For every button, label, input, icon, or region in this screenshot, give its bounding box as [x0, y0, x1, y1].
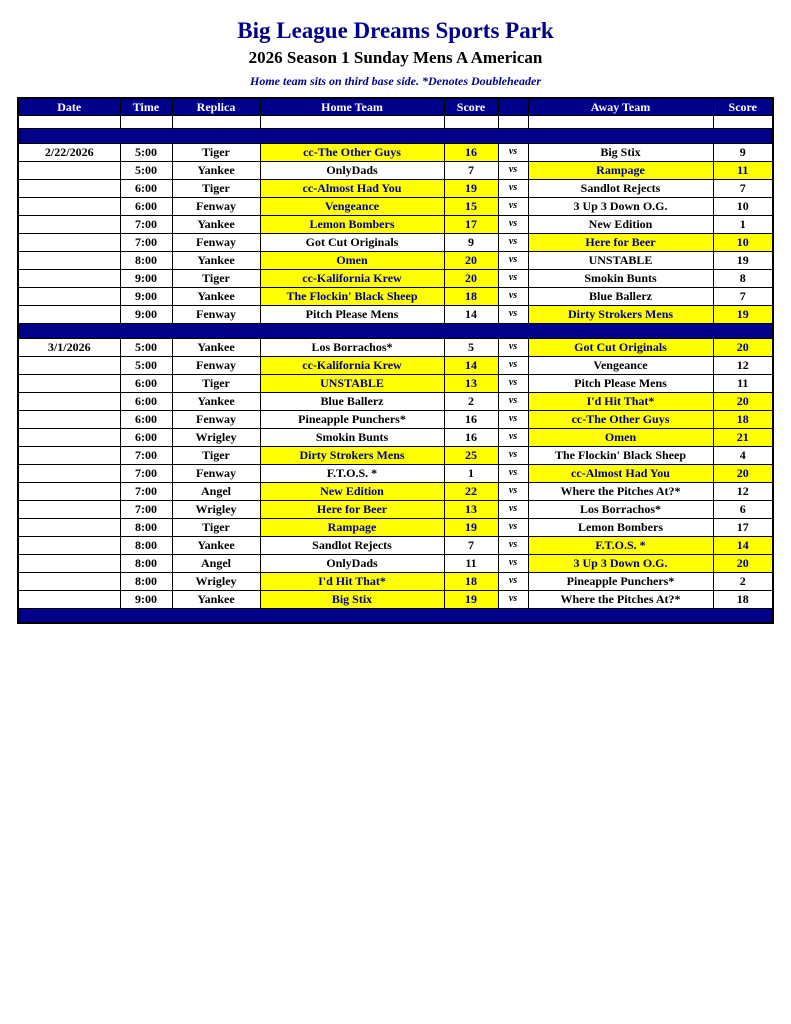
- date-cell: [18, 410, 120, 428]
- replica-cell: Angel: [172, 482, 260, 500]
- home-score-cell: 18: [444, 287, 498, 305]
- home-score-cell: 25: [444, 446, 498, 464]
- time-cell: 5:00: [120, 161, 172, 179]
- home-team-cell: Pitch Please Mens: [260, 305, 444, 323]
- vs-cell: vs: [498, 410, 528, 428]
- away-score-cell: 11: [713, 374, 773, 392]
- header-row: [18, 98, 773, 115]
- home-team-cell: cc-The Other Guys: [260, 143, 444, 161]
- date-cell: [18, 500, 120, 518]
- vs-cell: vs: [498, 197, 528, 215]
- time-cell: 6:00: [120, 410, 172, 428]
- home-team-cell: Los Borrachos*: [260, 338, 444, 356]
- date-cell: [18, 428, 120, 446]
- home-team-cell: Got Cut Originals: [260, 233, 444, 251]
- time-cell: 5:00: [120, 143, 172, 161]
- away-team-cell: Los Borrachos*: [528, 500, 713, 518]
- game-row: [18, 197, 773, 215]
- away-team-cell: Here for Beer: [528, 233, 713, 251]
- time-cell: 8:00: [120, 572, 172, 590]
- away-team-cell: 3 Up 3 Down O.G.: [528, 197, 713, 215]
- time-cell: 7:00: [120, 233, 172, 251]
- home-team-cell: cc-Kalifornia Krew: [260, 269, 444, 287]
- date-cell: [18, 251, 120, 269]
- home-score-cell: 20: [444, 251, 498, 269]
- away-team-cell: New Edition: [528, 215, 713, 233]
- away-score-cell: 21: [713, 428, 773, 446]
- away-score-cell: 10: [713, 233, 773, 251]
- away-team-cell: Rampage: [528, 161, 713, 179]
- away-team-cell: Dirty Strokers Mens: [528, 305, 713, 323]
- away-score-cell: 14: [713, 536, 773, 554]
- date-cell: [18, 269, 120, 287]
- game-row: [18, 428, 773, 446]
- away-score-cell: 19: [713, 251, 773, 269]
- home-team-cell: F.T.O.S. *: [260, 464, 444, 482]
- game-row: [18, 269, 773, 287]
- home-score-cell: 16: [444, 428, 498, 446]
- game-row: [18, 410, 773, 428]
- time-cell: 9:00: [120, 269, 172, 287]
- replica-cell: Yankee: [172, 215, 260, 233]
- away-team-cell: Pitch Please Mens: [528, 374, 713, 392]
- header-away-score: Score: [713, 98, 773, 115]
- game-row: [18, 356, 773, 374]
- date-cell: 2/22/2026: [18, 143, 120, 161]
- date-cell: [18, 305, 120, 323]
- replica-cell: Wrigley: [172, 428, 260, 446]
- date-cell: [18, 554, 120, 572]
- time-cell: 9:00: [120, 287, 172, 305]
- vs-cell: vs: [498, 143, 528, 161]
- blank-cell: [172, 115, 260, 128]
- separator-row: [18, 128, 773, 143]
- home-team-cell: I'd Hit That*: [260, 572, 444, 590]
- date-cell: 3/1/2026: [18, 338, 120, 356]
- away-score-cell: 12: [713, 356, 773, 374]
- schedule-table: [17, 97, 774, 624]
- away-team-cell: Smokin Bunts: [528, 269, 713, 287]
- home-score-cell: 15: [444, 197, 498, 215]
- away-score-cell: 18: [713, 410, 773, 428]
- game-row: [18, 392, 773, 410]
- away-score-cell: 6: [713, 500, 773, 518]
- away-score-cell: 8: [713, 269, 773, 287]
- date-cell: [18, 287, 120, 305]
- replica-cell: Tiger: [172, 446, 260, 464]
- time-cell: 7:00: [120, 215, 172, 233]
- date-cell: [18, 197, 120, 215]
- blank-cell: [498, 115, 528, 128]
- date-cell: [18, 590, 120, 608]
- home-team-cell: New Edition: [260, 482, 444, 500]
- vs-cell: vs: [498, 482, 528, 500]
- replica-cell: Tiger: [172, 518, 260, 536]
- date-cell: [18, 518, 120, 536]
- time-cell: 5:00: [120, 338, 172, 356]
- game-row: [18, 464, 773, 482]
- vs-cell: vs: [498, 251, 528, 269]
- separator-row: [18, 608, 773, 623]
- vs-cell: vs: [498, 428, 528, 446]
- vs-cell: vs: [498, 536, 528, 554]
- away-score-cell: 1: [713, 215, 773, 233]
- home-score-cell: 19: [444, 518, 498, 536]
- home-team-cell: Big Stix: [260, 590, 444, 608]
- home-score-cell: 2: [444, 392, 498, 410]
- replica-cell: Yankee: [172, 392, 260, 410]
- blank-cell: [528, 115, 713, 128]
- replica-cell: Tiger: [172, 143, 260, 161]
- header-replica: Replica: [172, 98, 260, 115]
- home-score-cell: 13: [444, 374, 498, 392]
- separator-band: [18, 128, 773, 143]
- date-cell: [18, 161, 120, 179]
- away-score-cell: 19: [713, 305, 773, 323]
- home-score-cell: 7: [444, 536, 498, 554]
- away-team-cell: Big Stix: [528, 143, 713, 161]
- home-score-cell: 11: [444, 554, 498, 572]
- blank-cell: [18, 115, 120, 128]
- time-cell: 6:00: [120, 428, 172, 446]
- replica-cell: Yankee: [172, 287, 260, 305]
- home-score-cell: 5: [444, 338, 498, 356]
- away-team-cell: 3 Up 3 Down O.G.: [528, 554, 713, 572]
- page-subtitle: 2026 Season 1 Sunday Mens A American: [248, 48, 543, 67]
- date-cell: [18, 446, 120, 464]
- home-score-cell: 14: [444, 356, 498, 374]
- date-cell: [18, 179, 120, 197]
- home-team-cell: Dirty Strokers Mens: [260, 446, 444, 464]
- schedule-table-body: [18, 115, 773, 623]
- vs-cell: vs: [498, 233, 528, 251]
- away-score-cell: 4: [713, 446, 773, 464]
- header-away-team: Away Team: [528, 98, 713, 115]
- blank-cell: [713, 115, 773, 128]
- time-cell: 5:00: [120, 356, 172, 374]
- time-cell: 7:00: [120, 482, 172, 500]
- game-row: [18, 500, 773, 518]
- time-cell: 9:00: [120, 305, 172, 323]
- vs-cell: vs: [498, 305, 528, 323]
- date-cell: [18, 536, 120, 554]
- vs-cell: vs: [498, 446, 528, 464]
- game-row: [18, 305, 773, 323]
- away-team-cell: Pineapple Punchers*: [528, 572, 713, 590]
- time-cell: 8:00: [120, 251, 172, 269]
- away-score-cell: 17: [713, 518, 773, 536]
- header-home-score: Score: [444, 98, 498, 115]
- vs-cell: vs: [498, 500, 528, 518]
- time-cell: 7:00: [120, 500, 172, 518]
- home-score-cell: 20: [444, 269, 498, 287]
- away-team-cell: Omen: [528, 428, 713, 446]
- game-row: [18, 446, 773, 464]
- vs-cell: vs: [498, 356, 528, 374]
- away-score-cell: 10: [713, 197, 773, 215]
- date-cell: [18, 572, 120, 590]
- replica-cell: Fenway: [172, 305, 260, 323]
- replica-cell: Fenway: [172, 464, 260, 482]
- replica-cell: Fenway: [172, 233, 260, 251]
- home-team-cell: cc-Kalifornia Krew: [260, 356, 444, 374]
- replica-cell: Angel: [172, 554, 260, 572]
- page-title: Big League Dreams Sports Park: [237, 18, 554, 43]
- game-row: [18, 143, 773, 161]
- away-team-cell: Where the Pitches At?*: [528, 590, 713, 608]
- separator-band: [18, 608, 773, 623]
- time-cell: 8:00: [120, 518, 172, 536]
- vs-cell: vs: [498, 269, 528, 287]
- vs-cell: vs: [498, 215, 528, 233]
- separator-band: [18, 323, 773, 338]
- replica-cell: Tiger: [172, 269, 260, 287]
- blank-cell: [260, 115, 444, 128]
- replica-cell: Yankee: [172, 536, 260, 554]
- away-score-cell: 7: [713, 179, 773, 197]
- home-score-cell: 16: [444, 410, 498, 428]
- vs-cell: vs: [498, 392, 528, 410]
- home-team-cell: UNSTABLE: [260, 374, 444, 392]
- replica-cell: Yankee: [172, 590, 260, 608]
- home-team-cell: Rampage: [260, 518, 444, 536]
- home-score-cell: 16: [444, 143, 498, 161]
- time-cell: 9:00: [120, 590, 172, 608]
- home-score-cell: 17: [444, 215, 498, 233]
- home-team-cell: Smokin Bunts: [260, 428, 444, 446]
- game-row: [18, 590, 773, 608]
- home-team-cell: Lemon Bombers: [260, 215, 444, 233]
- game-row: [18, 338, 773, 356]
- date-cell: [18, 482, 120, 500]
- home-team-cell: OnlyDads: [260, 161, 444, 179]
- away-score-cell: 9: [713, 143, 773, 161]
- vs-cell: vs: [498, 374, 528, 392]
- game-row: [18, 518, 773, 536]
- game-row: [18, 482, 773, 500]
- vs-cell: vs: [498, 287, 528, 305]
- game-row: [18, 161, 773, 179]
- away-team-cell: I'd Hit That*: [528, 392, 713, 410]
- date-cell: [18, 233, 120, 251]
- time-cell: 8:00: [120, 536, 172, 554]
- vs-cell: vs: [498, 518, 528, 536]
- home-team-cell: The Flockin' Black Sheep: [260, 287, 444, 305]
- vs-cell: vs: [498, 161, 528, 179]
- separator-row: [18, 323, 773, 338]
- home-score-cell: 7: [444, 161, 498, 179]
- replica-cell: Yankee: [172, 338, 260, 356]
- replica-cell: Fenway: [172, 356, 260, 374]
- away-team-cell: Vengeance: [528, 356, 713, 374]
- date-cell: [18, 215, 120, 233]
- home-team-cell: Vengeance: [260, 197, 444, 215]
- home-score-cell: 1: [444, 464, 498, 482]
- home-team-cell: OnlyDads: [260, 554, 444, 572]
- away-team-cell: Lemon Bombers: [528, 518, 713, 536]
- time-cell: 8:00: [120, 554, 172, 572]
- game-row: [18, 251, 773, 269]
- home-score-cell: 22: [444, 482, 498, 500]
- home-team-cell: cc-Almost Had You: [260, 179, 444, 197]
- time-cell: 6:00: [120, 197, 172, 215]
- home-score-cell: 19: [444, 590, 498, 608]
- date-cell: [18, 464, 120, 482]
- away-team-cell: Got Cut Originals: [528, 338, 713, 356]
- header-home-team: Home Team: [260, 98, 444, 115]
- game-row: [18, 215, 773, 233]
- away-team-cell: The Flockin' Black Sheep: [528, 446, 713, 464]
- home-score-cell: 14: [444, 305, 498, 323]
- blank-cell: [120, 115, 172, 128]
- away-score-cell: 18: [713, 590, 773, 608]
- home-score-cell: 19: [444, 179, 498, 197]
- away-score-cell: 20: [713, 554, 773, 572]
- away-score-cell: 20: [713, 392, 773, 410]
- home-score-cell: 13: [444, 500, 498, 518]
- home-team-cell: Omen: [260, 251, 444, 269]
- date-cell: [18, 374, 120, 392]
- away-score-cell: 7: [713, 287, 773, 305]
- away-team-cell: Sandlot Rejects: [528, 179, 713, 197]
- document-header: [0, 0, 791, 89]
- blank-cell: [444, 115, 498, 128]
- game-row: [18, 554, 773, 572]
- away-score-cell: 12: [713, 482, 773, 500]
- replica-cell: Yankee: [172, 251, 260, 269]
- game-row: [18, 536, 773, 554]
- away-score-cell: 20: [713, 464, 773, 482]
- replica-cell: Tiger: [172, 374, 260, 392]
- header-vs: [498, 98, 528, 115]
- date-cell: [18, 392, 120, 410]
- header-time: Time: [120, 98, 172, 115]
- vs-cell: vs: [498, 464, 528, 482]
- vs-cell: vs: [498, 572, 528, 590]
- home-team-cell: Blue Ballerz: [260, 392, 444, 410]
- home-score-cell: 18: [444, 572, 498, 590]
- away-team-cell: Where the Pitches At?*: [528, 482, 713, 500]
- away-score-cell: 11: [713, 161, 773, 179]
- blank-row: [18, 115, 773, 128]
- home-team-cell: Here for Beer: [260, 500, 444, 518]
- game-row: [18, 179, 773, 197]
- home-team-cell: Sandlot Rejects: [260, 536, 444, 554]
- away-team-cell: UNSTABLE: [528, 251, 713, 269]
- away-team-cell: cc-The Other Guys: [528, 410, 713, 428]
- replica-cell: Wrigley: [172, 500, 260, 518]
- replica-cell: Yankee: [172, 161, 260, 179]
- home-team-cell: Pineapple Punchers*: [260, 410, 444, 428]
- game-row: [18, 233, 773, 251]
- page-note: Home team sits on third base side. *Denotes Doubleheader: [250, 74, 541, 88]
- replica-cell: Wrigley: [172, 572, 260, 590]
- game-row: [18, 572, 773, 590]
- vs-cell: vs: [498, 338, 528, 356]
- away-team-cell: cc-Almost Had You: [528, 464, 713, 482]
- away-team-cell: Blue Ballerz: [528, 287, 713, 305]
- away-score-cell: 2: [713, 572, 773, 590]
- vs-cell: vs: [498, 554, 528, 572]
- home-score-cell: 9: [444, 233, 498, 251]
- replica-cell: Fenway: [172, 410, 260, 428]
- away-team-cell: F.T.O.S. *: [528, 536, 713, 554]
- game-row: [18, 287, 773, 305]
- replica-cell: Tiger: [172, 179, 260, 197]
- vs-cell: vs: [498, 179, 528, 197]
- date-cell: [18, 356, 120, 374]
- header-date: Date: [18, 98, 120, 115]
- vs-cell: vs: [498, 590, 528, 608]
- time-cell: 6:00: [120, 179, 172, 197]
- replica-cell: Fenway: [172, 197, 260, 215]
- time-cell: 6:00: [120, 392, 172, 410]
- away-score-cell: 20: [713, 338, 773, 356]
- time-cell: 7:00: [120, 464, 172, 482]
- time-cell: 6:00: [120, 374, 172, 392]
- game-row: [18, 374, 773, 392]
- time-cell: 7:00: [120, 446, 172, 464]
